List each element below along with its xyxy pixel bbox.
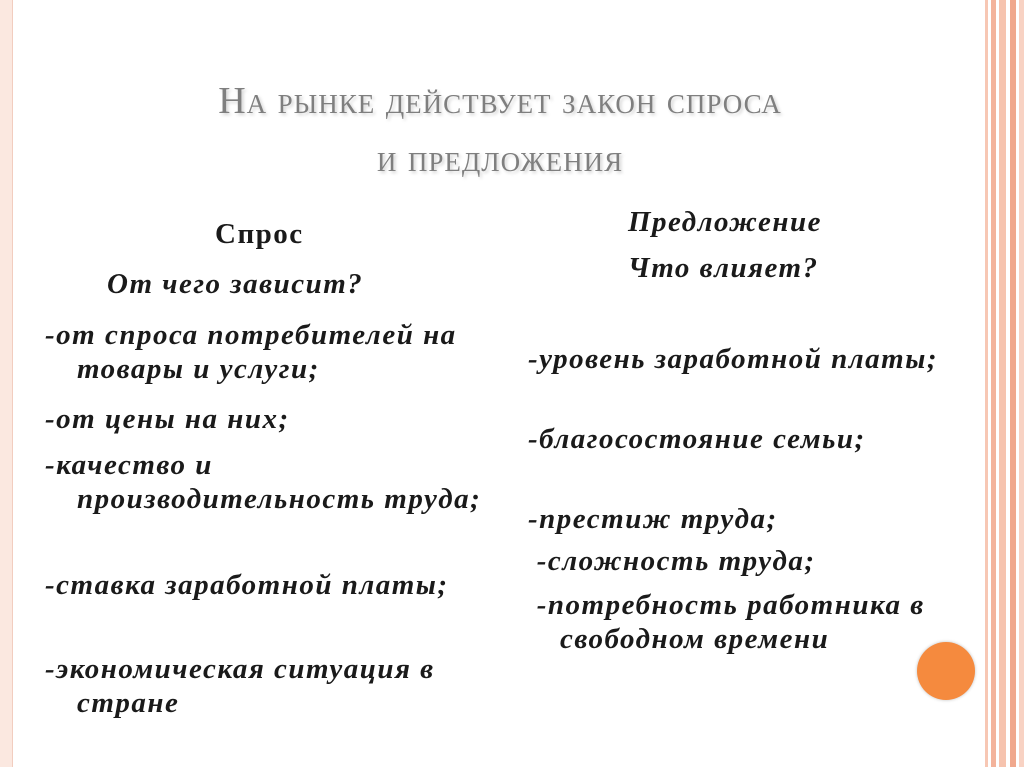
- demand-item: -ставка заработной платы;: [45, 569, 449, 601]
- stripe: [1010, 0, 1016, 767]
- slide-title: [60, 72, 940, 188]
- left-decorative-border: [0, 0, 13, 767]
- supply-item: -престиж труда;: [528, 503, 778, 535]
- title-line-1: На рынке действует закон спроса: [218, 80, 782, 122]
- stripe: [985, 0, 988, 767]
- supply-item: -сложность труда;: [528, 545, 816, 577]
- supply-heading: Предложение: [628, 206, 822, 238]
- stripe: [1019, 0, 1024, 767]
- demand-item: -от спроса потребителей на товары и услуги;: [45, 319, 457, 385]
- stripe: [999, 0, 1006, 767]
- orange-circle-decoration: [917, 642, 975, 700]
- supply-item: -потребность работника в свободном времени: [528, 589, 934, 655]
- demand-item: -качество и производительность труда;: [45, 449, 482, 515]
- demand-question: От чего зависит?: [107, 268, 364, 300]
- demand-item: -от цены на них;: [45, 403, 290, 435]
- right-decorative-stripes: [980, 0, 1024, 767]
- supply-item: -благосостояние семьи;: [528, 423, 866, 455]
- demand-heading: Спрос: [215, 218, 304, 250]
- supply-item: -уровень заработной платы;: [528, 343, 939, 375]
- demand-item: -экономическая ситуация в стране: [45, 653, 435, 719]
- supply-question: Что влияет?: [628, 252, 819, 284]
- stripe: [991, 0, 996, 767]
- title-line-2: и предложения: [376, 138, 624, 180]
